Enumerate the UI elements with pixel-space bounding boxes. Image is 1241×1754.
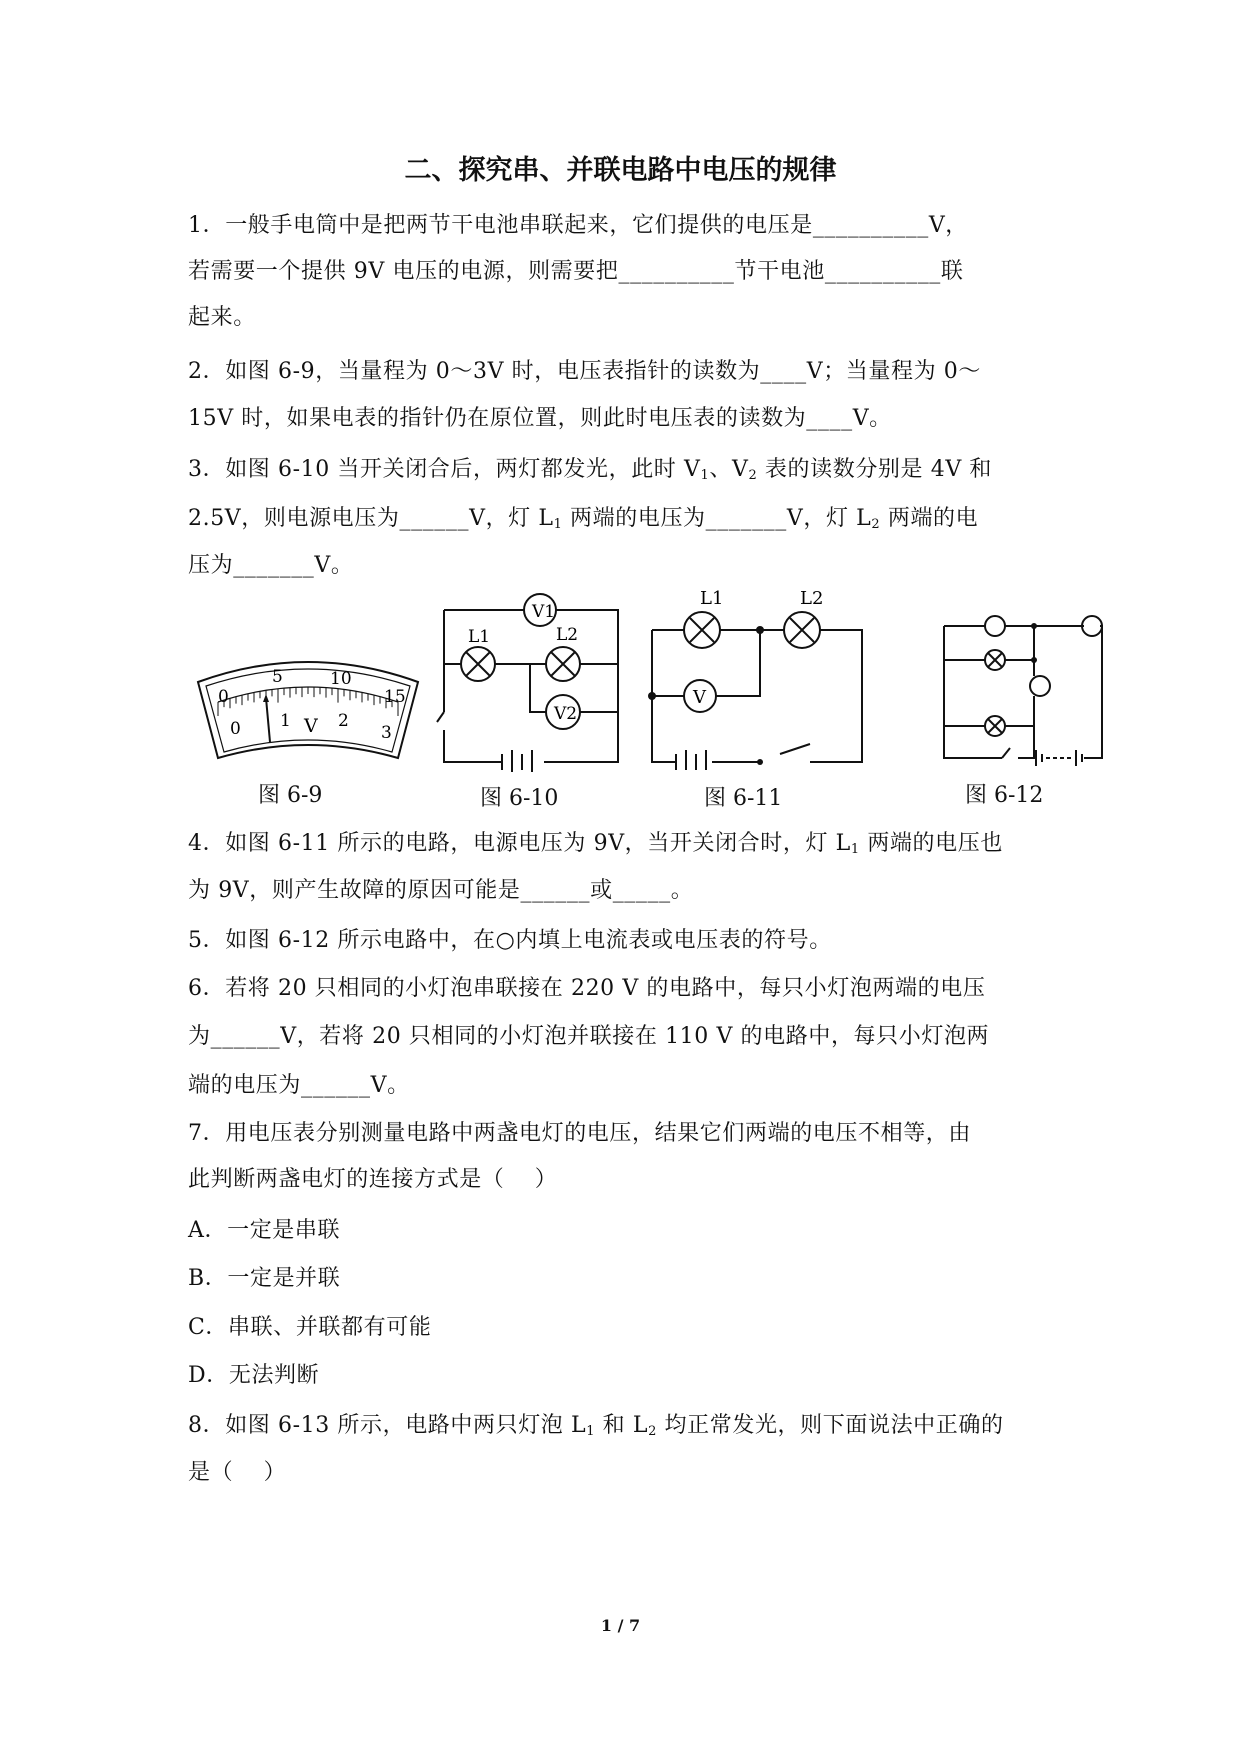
q1-line-3: 起来。: [188, 305, 256, 330]
q3-blank-1[interactable]: ______: [399, 506, 470, 531]
dial-bottom-label-3: 3: [381, 723, 392, 743]
dial-top-label-0: 0: [218, 687, 229, 707]
q6-line-3: 端的电压为______V。: [188, 1073, 410, 1098]
q7-line-1: 7．用电压表分别测量电路中两盏电灯的电压，结果它们两端的电压不相等，由: [188, 1121, 971, 1146]
q6-blank-1[interactable]: ______: [210, 1024, 281, 1049]
q6-line-1: 6．若将 20 只相同的小灯泡串联接在 220 V 的电路中，每只小灯泡两端的电压: [188, 976, 986, 1001]
figure-6-11-circuit: [640, 580, 868, 770]
q7-option-b[interactable]: B．一定是并联: [188, 1266, 341, 1291]
q1-blank-3[interactable]: __________: [824, 259, 941, 284]
q7-option-d[interactable]: D．无法判断: [188, 1363, 320, 1388]
q1-blank-1[interactable]: __________: [812, 213, 929, 238]
figure-6-10-circuit: [432, 590, 632, 772]
q3-line-1: 3．如图 6-10 当开关闭合后，两灯都发光，此时 $V_1$、$V_2$ 表的读数分别是 4V 和: [188, 457, 993, 483]
lamp-l1-label: L1: [468, 627, 491, 647]
lamp-l1-label: L1: [700, 588, 724, 609]
q4-line-1: 4．如图 6-11 所示的电路，电源电压为 9V，当开关闭合时，灯 $L_1$ 两端的电压也: [188, 831, 1003, 857]
q2-line-1: 2．如图 6-9，当量程为 0～3V 时，电压表指针的读数为____V；当量程为 0～: [188, 359, 981, 384]
q2-blank-1[interactable]: ____: [760, 359, 807, 384]
dial-top-label-5: 5: [272, 667, 283, 687]
q6-blank-2[interactable]: ______: [301, 1073, 371, 1098]
q2-blank-2[interactable]: ____: [806, 406, 853, 431]
dial-bottom-label-2: 2: [338, 711, 349, 731]
q7-option-a[interactable]: A．一定是串联: [188, 1218, 341, 1243]
meter-v-label: V: [693, 687, 706, 708]
q4-blank-2[interactable]: _____: [612, 878, 671, 903]
meter-v2-label: V2: [554, 704, 578, 724]
dial-needle: [266, 698, 270, 742]
page-title: 二、探究串、并联电路中电压的规律: [404, 155, 837, 186]
figure-6-9-voltmeter-dial: [188, 650, 428, 770]
q3-line-2: 2.5V，则电源电压为______V，灯 $L_1$ 两端的电压为_______V，灯 $L_2$ 两端的电: [188, 506, 979, 532]
q4-line-2: 为 9V，则产生故障的原因可能是______或_____。: [188, 878, 694, 903]
q7-line-2: 此判断两盏电灯的连接方式是（ ）: [188, 1167, 558, 1192]
meter-v1-label: V1: [532, 602, 556, 622]
dial-unit-label: V: [304, 715, 318, 737]
q5-line-1: 5．如图 6-12 所示电路中，在○内填上电流表或电压表的符号。: [188, 928, 832, 953]
dial-top-label-15: 15: [384, 687, 406, 707]
q2-line-2: 15V 时，如果电表的指针仍在原位置，则此时电压表的读数为____V。: [188, 406, 892, 431]
figure-6-12-circuit: [936, 608, 1110, 768]
page-number: 1 / 7: [600, 1616, 641, 1635]
q7-option-c[interactable]: C．串联、并联都有可能: [188, 1315, 432, 1340]
q8-line-2: 是（ ）: [188, 1460, 287, 1485]
lamp-l2-label: L2: [556, 625, 579, 645]
q8-line-1: 8．如图 6-13 所示，电路中两只灯泡 $L_1$ 和 $L_2$ 均正常发光，则下面说法中正确的: [188, 1413, 1004, 1439]
q1-line-1: 1．一般手电筒中是把两节干电池串联起来，它们提供的电压是__________V，: [188, 213, 968, 238]
dial-top-label-10: 10: [330, 669, 352, 689]
q1-blank-2[interactable]: __________: [618, 259, 735, 284]
dial-bottom-label-0: 0: [230, 719, 241, 739]
q1-line-2: 若需要一个提供 9V 电压的电源，则需要把__________节干电池__________联: [188, 259, 964, 284]
lamp-l2-label: L2: [800, 588, 824, 609]
figure-6-12-caption: 图 6-12: [965, 783, 1044, 808]
q3-blank-3[interactable]: _______: [233, 553, 315, 578]
q6-line-2: 为______V，若将 20 只相同的小灯泡并联接在 110 V 的电路中，每只小灯泡两: [188, 1024, 990, 1049]
dial-bottom-label-1: 1: [280, 711, 291, 731]
figure-6-9-caption: 图 6-9: [258, 783, 323, 808]
figure-6-10-caption: 图 6-10: [480, 786, 559, 811]
q3-line-3: 压为_______V。: [188, 553, 354, 578]
q3-blank-2[interactable]: _______: [705, 506, 787, 531]
figure-6-11-caption: 图 6-11: [704, 786, 783, 811]
q4-blank-1[interactable]: ______: [520, 878, 591, 903]
